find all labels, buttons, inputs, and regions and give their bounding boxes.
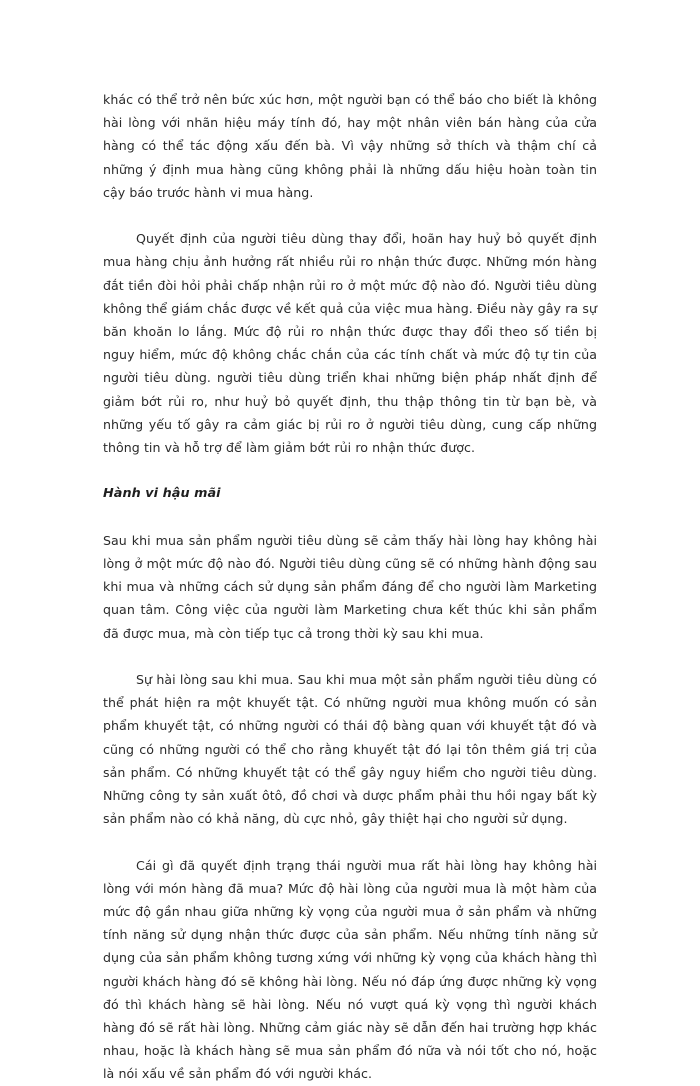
- body-paragraph: Quyết định của người tiêu dùng thay đổi, hoãn hay huỷ bỏ quyết định mua hàng chịu ảnh hưởng rất nhiều rủi ro nhận thức được. Những món hàng đắt tiền đòi hỏi phải chấp nhận rủi ro ở một mức độ nào đó. Người tiêu dùng không thể giám chắc được về kết quả của việc mua hàng. Điều này gây ra sự băn khoăn lo lắng. Mức độ rủi ro nhận thức được thay đổi theo số tiền bị nguy hiểm, mức độ không chắc chắn của các tính chất và mức độ tự tin của người tiêu dùng. người tiêu dùng triển khai những biện pháp nhất định để giảm bớt rủi ro, như huỷ bỏ quyết định, thu thập thông tin từ bạn bè, và những yếu tố gây ra cảm giác bị rủi ro ở người tiêu dùng, cung cấp những thông tin và hỗ trợ để làm giảm bớt rủi ro nhận thức được.: [103, 231, 597, 456]
- page-text-column: [103, 88, 597, 1086]
- body-paragraph: Sau khi mua sản phẩm người tiêu dùng sẽ cảm thấy hài lòng hay không hài lòng ở một mức độ nào đó. Người tiêu dùng cũng sẽ có những hành động sau khi mua và những cách sử dụng sản phẩm đáng để cho người làm Marketing quan tâm. Công việc của người làm Marketing chưa kết thúc khi sản phẩm đã được mua, mà còn tiếp tục cả trong thời kỳ sau khi mua.: [103, 532, 597, 641]
- section-heading: Hành vi hậu mãi: [103, 486, 221, 502]
- body-paragraph: khác có thể trở nên bức xúc hơn, một người bạn có thể báo cho biết là không hài lòng với nhãn hiệu máy tính đó, hay một nhân viên bán hàng của cửa hàng có thể tác động xấu đến bà. Vì vậy những sở thích và thậm chí cả những ý định mua hàng cũng không phải là những dấu hiệu hoàn toàn tin cậy báo trước hành vi mua hàng.: [103, 92, 597, 200]
- body-paragraph: Sự hài lòng sau khi mua. Sau khi mua một sản phẩm người tiêu dùng có thể phát hiện ra một khuyết tật. Có những người mua không muốn có sản phẩm khuyết tật, có những người có thái độ bàng quan với khuyết tật đó và cũng có những người có thể cho rằng khuyết tật đó lại tôn thêm giá trị của sản phẩm. Có những khuyết tật có thể gây nguy hiểm cho người tiêu dùng. Những công ty sản xuất ôtô, đồ chơi và dược phẩm phải thu hồi ngay bất kỳ sản phẩm nào có khả năng, dù cực nhỏ, gây thiệt hại cho người sử dụng.: [103, 672, 597, 827]
- body-paragraph: Cái gì đã quyết định trạng thái người mua rất hài lòng hay không hài lòng với món hàng đã mua? Mức độ hài lòng của người mua là một hàm của mức độ gần nhau giữa những kỳ vọng của người mua ở sản phẩm và những tính năng sử dụng nhận thức được của sản phẩm. Nếu những tính năng sử dụng của sản phẩm không tương xứng với những kỳ vọng của khách hàng thì người khách hàng đó sẽ không hài lòng. Nếu nó đáp ứng được những kỳ vọng đó thì khách hàng sẽ hài lòng. Nếu nó vượt quá kỳ vọng thì người khách hàng đó sẽ rất hài lòng. Những cảm giác này sẽ dẫn đến hai trường hợp khác nhau, hoặc là khách hàng sẽ mua sản phẩm đó nữa và nói tốt cho nó, hoặc là nói xấu về sản phẩm đó với người khác.: [103, 857, 597, 1082]
